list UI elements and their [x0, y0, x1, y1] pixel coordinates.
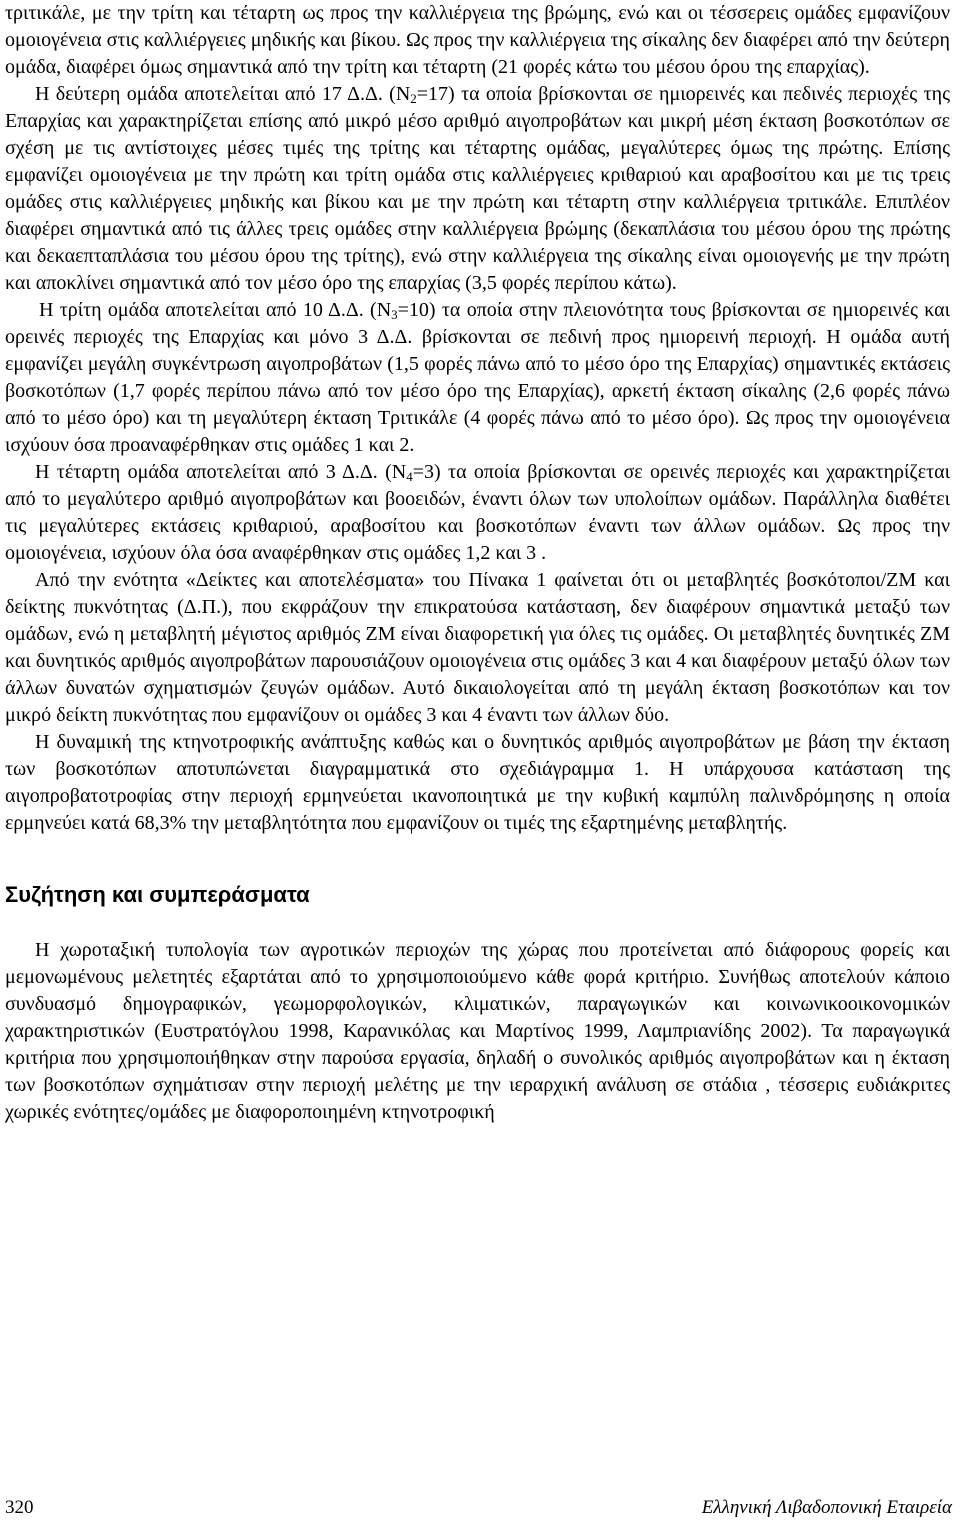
document-page: [5, 0, 950, 1126]
paragraph-text-pre: Η τρίτη ομάδα αποτελείται από 10 Δ.Δ. (N: [39, 299, 392, 321]
subscript: 2: [410, 91, 417, 106]
paragraph-group4: [5, 459, 950, 567]
paragraph-text: Η δυναμική της κτηνοτροφικής ανάπτυξης καθώς και ο δυνητικός αριθμός αιγοπροβάτων με βάση την έκταση των βοσκοτόπων αποτυπώνεται διαγραμματικά στο σχεδιάγραμμα 1. Η υπάρχουσα κατάσταση της αιγοπροβατοτροφίας στην περιοχή ερμηνεύεται ικανοποιητικά με την κυβική καμπύλη παλινδρόμησης η οποία ερμηνεύει κατά 68,3% την μεταβλητότητα που εμφανίζουν οι τιμές της εξαρτημένης μεταβλητής.: [5, 731, 950, 834]
page-footer: [0, 1497, 960, 1525]
journal-name: Ελληνική Λιβαδοπονική Εταιρεία: [701, 1497, 952, 1518]
paragraph-group2: [5, 81, 950, 297]
paragraph-text: Η χωροταξική τυπολογία των αγροτικών περιοχών της χώρας που προτείνεται από διάφορους φορείς και μεμονωμένους μελετητές εξαρτάται από το χρησιμοποιούμενο κάθε φορά κριτήριο. Συνήθως αποτελούν κάποιο συνδυασμό δημογραφικών, γεωμορφολογικών, κλιματικών, παραγωγικών και κοινωνικοοικονομικών χαρακτηριστικών (Ευστρατόγλου 1998, Καρανικόλας και Μαρτίνος 1999, Λαμπριανίδης 2002). Τα παραγωγικά κριτήρια που χρησιμοποιήθηκαν στην παρούσα εργασία, δηλαδή ο συνολικός αριθμός αιγοπροβάτων και η έκταση των βοσκοτόπων σχημάτισαν στην περιοχή μελέτης με την ιεραρχική ανάλυση σε στάδια , τέσσερις ευδιάκριτες χωρικές ενότητες/ομάδες με διαφοροποιημένη κτηνοτροφική: [5, 939, 950, 1123]
paragraph-text-pre: Η τέταρτη ομάδα αποτελείται από 3 Δ.Δ. (N: [35, 461, 407, 483]
paragraph-text: τριτικάλε, με την τρίτη και τέταρτη ως προς την καλλιέργεια της βρώμης, ενώ και οι τέσσερεις ομάδες εμφανίζουν ομοιογένεια στις καλλιέργειες μηδικής και βίκου. Ως προς την καλλιέργεια της σίκαλης δεν διαφέρει από την δεύτερη ομάδα, διαφέρει όμως σημαντικά από την τρίτη και τέταρτη (21 φορές κάτω του μέσου όρου της επαρχίας).: [5, 2, 950, 78]
paragraph-text-post: =3) τα οποία βρίσκονται σε ορεινές περιοχές και χαρακτηρίζεται από το μεγαλύτερο αριθμό αιγοπροβάτων και βοοειδών, έναντι όλων των υπολοίπων ομάδων. Παράλληλα διαθέτει τις μεγαλύτερες εκτάσεις κριθαριού, αραβοσίτου και βοσκοτόπων έναντι των άλλων ομάδων. Ως προς την ομοιογένεια, ισχύουν όλα όσα αναφέρθηκαν στις ομάδες 1,2 και 3 .: [5, 461, 950, 564]
paragraph-text-post: =17) τα οποία βρίσκονται σε ημιορεινές και πεδινές περιοχές της Επαρχίας και χαρακτηρίζεται επίσης από μικρό μέσο αριθμό αιγοπροβάτων και μικρή μέση έκταση βοσκοτόπων σε σχέση με τις αντίστοιχες μέσες τιμές της τρίτης και τέταρτης ομάδας, μεγαλύτερες όμως της πρώτης. Επίσης εμφανίζει ομοιογένεια με την πρώτη και τρίτη ομάδα στις καλλιέργειες κριθαριού και αραβοσίτου και με τις τρεις ομάδες στις καλλιέργειες μηδικής και βίκου και με την πρώτη και τέταρτη στην καλλιέργεια τριτικάλε. Επιπλέον διαφέρει σημαντικά από τις άλλες τρεις ομάδες στην καλλιέργεια βρώμης (δεκαπλάσια του μέσου όρου της πρώτης και δεκαεπταπλάσια του μέσου όρου της τρίτης), ενώ στην καλλιέργεια της σίκαλης είναι ομοιογενής με την πρώτη και αποκλίνει σημαντικά από τον μέσο όρο της επαρχίας (3,5 φορές περίπου κάτω).: [5, 83, 950, 294]
subscript: 4: [406, 469, 413, 484]
paragraph-group3: [5, 297, 950, 459]
section-heading: Συζήτηση και συμπεράσματα: [5, 882, 310, 907]
body-text: [5, 0, 950, 1126]
paragraph-dynamics: [5, 729, 950, 837]
subscript: 3: [391, 307, 398, 322]
paragraph-discussion: [5, 937, 950, 1126]
paragraph-text-pre: Η δεύτερη ομάδα αποτελείται από 17 Δ.Δ. (N: [35, 83, 411, 105]
paragraph-text-post: =10) τα οποία στην πλειονότητα τους βρίσκονται σε ημιορεινές και ορεινές περιοχές της Επαρχίας και μόνο 3 Δ.Δ. βρίσκονται σε πεδινή προς ημιορεινή περιοχή. Η ομάδα αυτή εμφανίζει μεγάλη συγκέντρωση αιγοπροβάτων (1,5 φορές πάνω από το μέσο όρο της Επαρχίας) σημαντικές εκτάσεις βοσκοτόπων (1,7 φορές περίπου πάνω από τον μέσο όρο της Επαρχίας), αρκετή έκταση σίκαλης (2,6 φορές πάνω από το μέσο όρο) και τη μεγαλύτερη έκταση Τριτικάλε (4 φορές πάνω από το μέσο όρο). Ως προς την ομοιογένεια ισχύουν όσα προαναφέρθηκαν στις ομάδες 1 και 2.: [5, 299, 950, 456]
paragraph-indicators: [5, 567, 950, 729]
paragraph-text: Από την ενότητα «Δείκτες και αποτελέσματα» του Πίνακα 1 φαίνεται ότι οι μεταβλητές βοσκότοποι/ΖΜ και δείκτης πυκνότητας (Δ.Π.), που εκφράζουν την επικρατούσα κατάσταση, δεν διαφέρουν σημαντικά μεταξύ των ομάδων, ενώ η μεταβλητή μέγιστος αριθμός ΖΜ είναι διαφορετική για όλες τις ομάδες. Οι μεταβλητές δυνητικές ΖΜ και δυνητικός αριθμός αιγοπροβάτων παρουσιάζουν ομοιογένεια στις ομάδες 3 και 4 και διαφέρουν μεταξύ όλων των άλλων δυνατών σχηματισμών ζευγών ομάδων. Αυτό δικαιολογείται από τη μεγάλη έκταση βοσκοτόπων και τον μικρό δείκτη πυκνότητας που εμφανίζουν οι ομάδες 3 και 4 έναντι των άλλων δύο.: [5, 569, 950, 726]
page-number: 320: [5, 1497, 34, 1518]
paragraph-group1-continued: [5, 0, 950, 81]
